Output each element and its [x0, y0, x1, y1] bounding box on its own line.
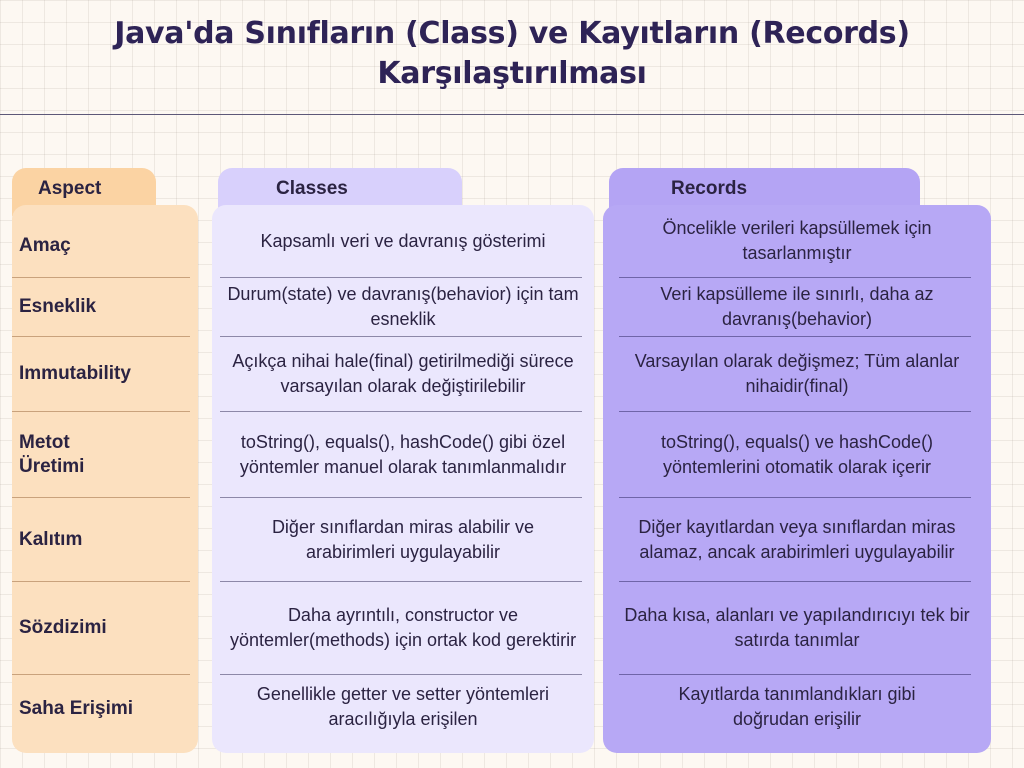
classes-cell-text: Genellikle getter ve setter yöntemleri aracılığıyla erişilen — [256, 684, 550, 729]
aspect-label: Sözdizimi — [19, 617, 107, 638]
records-cell-text: Varsayılan olarak değişmez; Tüm alanlar nihaidir(final) — [634, 351, 960, 396]
aspect-row — [12, 215, 198, 277]
classes-cell-text: Diğer sınıflardan miras alabilir ve arabirimleri uygulayabilir — [271, 516, 535, 562]
records-header: Records — [671, 178, 748, 199]
classes-cell-text: Açıkça nihai hale(final) getirilmediği sürece varsayılan olarak değiştirilebilir — [232, 351, 574, 396]
classes-cell-text: toString(), equals(), hashCode() gibi özel yöntemler manuel olarak tanımlanmalıdır — [239, 431, 567, 477]
classes-cell — [212, 278, 594, 336]
records-cell — [603, 205, 991, 277]
records-cell — [603, 498, 991, 581]
aspect-label: Amaç — [19, 235, 71, 256]
records-column — [603, 205, 991, 753]
records-cell-text: Diğer kayıtlardan veya sınıflardan miras alamaz, ancak arabirimleri uygulayabilir — [638, 516, 956, 562]
aspect-label: Kalıtım — [19, 528, 83, 550]
records-cell-text: Daha kısa, alanları ve yapılandırıcıyı tek bir satırda tanımlar — [624, 605, 970, 650]
records-cell-text: Öncelikle verileri kapsüllemek için tasarlanmıştır — [662, 218, 932, 263]
classes-cell — [212, 412, 594, 497]
aspect-row — [12, 337, 198, 411]
aspect-row — [12, 675, 198, 743]
records-cell — [603, 337, 991, 411]
aspect-row — [12, 278, 198, 336]
aspect-header: Aspect — [38, 178, 102, 199]
aspect-label: Esneklik — [19, 296, 97, 317]
title-line-2: Karşılaştırılması — [377, 56, 647, 91]
aspect-label: Immutability — [19, 363, 131, 384]
records-cell-text: Veri kapsülleme ile sınırlı, daha az davranış(behavior) — [660, 284, 934, 329]
classes-cell-text: Kapsamlı veri ve davranış gösterimi — [260, 230, 546, 251]
aspect-row — [12, 498, 198, 581]
classes-cell — [212, 337, 594, 411]
aspect-row — [12, 412, 198, 497]
records-cell — [603, 582, 991, 674]
classes-cell — [212, 205, 594, 277]
records-cell — [603, 278, 991, 336]
classes-cell-text: Durum(state) ve davranış(behavior) için tam esneklik — [227, 284, 579, 329]
title-line-1: Java'da Sınıfların (Class) ve Kayıtların (Records) — [114, 16, 910, 51]
aspect-column — [12, 205, 198, 753]
classes-cell — [212, 675, 594, 739]
records-cell-text: toString(), equals() ve hashCode() yöntemlerini otomatik olarak içerir — [660, 431, 934, 477]
page-title — [0, 14, 1024, 94]
aspect-label: Saha Erişimi — [19, 698, 134, 719]
records-cell-text: Kayıtlarda tanımlandıkları gibi doğrudan erişilir — [678, 684, 916, 729]
classes-column — [212, 205, 594, 753]
classes-cell — [212, 498, 594, 581]
aspect-label: Metot Üretimi — [19, 431, 85, 477]
aspect-row — [12, 582, 198, 674]
classes-cell-text: Daha ayrıntılı, constructor ve yöntemler(methods) için ortak kod gerektirir — [229, 605, 577, 650]
classes-cell — [212, 582, 594, 674]
title-divider — [0, 114, 1024, 115]
classes-header: Classes — [276, 178, 348, 199]
records-cell — [603, 675, 991, 739]
records-cell — [603, 412, 991, 497]
